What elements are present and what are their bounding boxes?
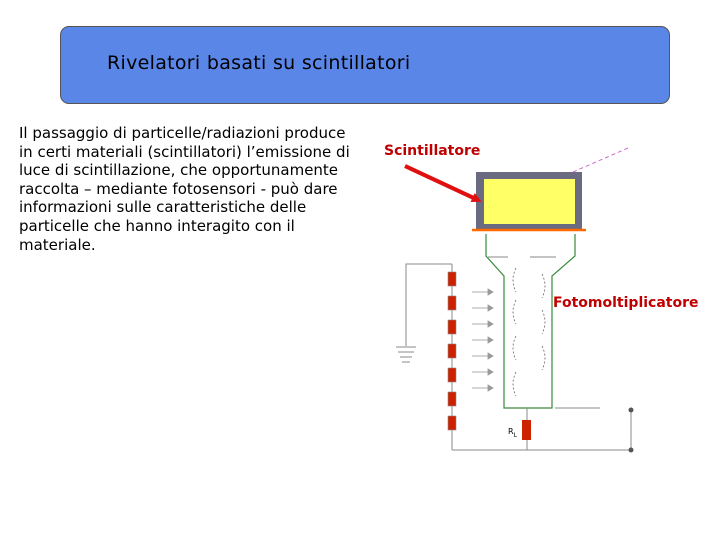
photomultiplier-label: Fotomoltiplicatore xyxy=(553,295,699,311)
slide-title: Rivelatori basati su scintillatori xyxy=(107,52,411,74)
resistor-icon xyxy=(448,416,456,430)
resistor-icon xyxy=(448,272,456,286)
photomultiplier-tube xyxy=(486,234,575,408)
resistor-icon xyxy=(448,368,456,382)
pointer-arrow xyxy=(405,166,478,200)
divider-wires xyxy=(406,264,631,450)
resistor-icon xyxy=(448,320,456,334)
resistor-icon xyxy=(448,296,456,310)
load-resistor-label: $R_L$ xyxy=(508,427,517,439)
dynode-resistors xyxy=(448,272,456,430)
output-terminal-bottom xyxy=(629,448,634,453)
electron-trajectories xyxy=(513,268,545,396)
ground-icon xyxy=(396,347,416,362)
resistor-icon xyxy=(448,344,456,358)
scintillator-crystal xyxy=(484,179,575,224)
resistor-icon xyxy=(448,392,456,406)
dynode-taps xyxy=(472,289,493,391)
body-paragraph: Il passaggio di particelle/radiazioni produce in certi materiali (scintillatori) l’emissione di luce di scintillazione, che opportunamente raccolta – mediante fotosensori - può dare informazioni sulle caratteristiche delle particelle che hanno interagito con il materiale. xyxy=(19,124,350,254)
scintillator-label: Scintillatore xyxy=(384,143,481,159)
load-resistor-icon xyxy=(522,420,531,440)
output-terminal-top xyxy=(629,408,634,413)
